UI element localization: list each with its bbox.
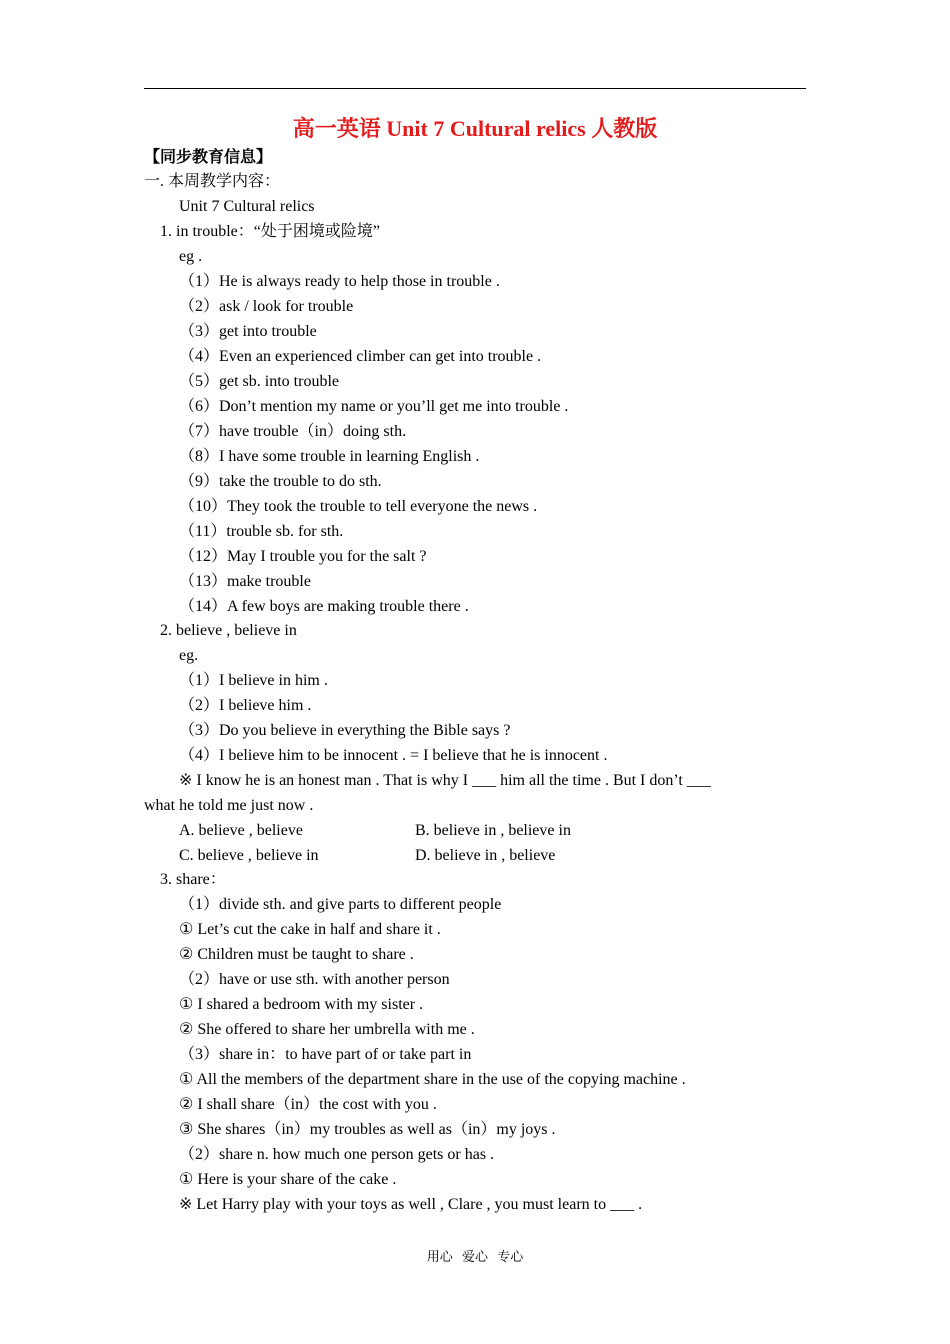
example-line: ② Children must be taught to share . [179,946,414,963]
option-a: A. believe , believe [179,822,303,839]
example-line: ① All the members of the department share in the use of the copying machine . [179,1071,686,1088]
exercise-question: ※ I know he is an honest man . That is why I ___ him all the time . But I don’t ___ [179,772,711,789]
exercise-question: ※ Let Harry play with your toys as well , Clare , you must learn to ___ . [179,1196,643,1213]
section-header: 【同步教育信息】 [144,147,273,166]
example-line: ① I shared a bedroom with my sister . [179,996,424,1013]
item-heading: 1. in trouble：“处于困境或险境” [160,223,380,240]
example-line: ② I shall share（in）the cost with you . [179,1096,437,1113]
example-line: （3）get into trouble [179,323,317,340]
example-line: （1）I believe in him . [179,672,328,689]
example-line: （2）I believe him . [179,697,312,714]
example-line: （1）He is always ready to help those in trouble . [179,273,500,290]
example-line: （9）take the trouble to do sth. [179,473,382,490]
example-line: （2）ask / look for trouble [179,298,354,315]
example-line: （4）I believe him to be innocent . = I believe that he is innocent . [179,747,608,764]
example-line: （5）get sb. into trouble [179,373,339,390]
example-line: （3）Do you believe in everything the Bible says ? [179,722,511,739]
example-line: （7）have trouble（in）doing sth. [179,423,407,440]
unit-line: Unit 7 Cultural relics [179,198,315,215]
item-heading: 2. believe , believe in [160,622,297,639]
exercise-question-cont: what he told me just now . [144,797,314,814]
text-line: eg. [179,647,199,664]
definition-line: （2）share n. how much one person gets or has . [179,1146,495,1163]
document-title: 高一英语 Unit 7 Cultural relics 人教版 [292,116,658,141]
example-line: ③ She shares（in）my troubles as well as（in）my joys . [179,1121,556,1138]
option-b: B. believe in , believe in [415,822,571,839]
header-rule [144,88,806,89]
text-line: eg . [179,248,203,265]
example-line: （14）A few boys are making trouble there . [179,598,469,615]
example-line: （11）trouble sb. for sth. [179,523,344,540]
example-line: ① Let’s cut the cake in half and share it . [179,921,441,938]
definition-line: （2）have or use sth. with another person [179,971,450,988]
example-line: （8）I have some trouble in learning English . [179,448,480,465]
example-line: （12）May I trouble you for the salt ? [179,548,427,565]
definition-line: （3）share in：to have part of or take part in [179,1046,472,1063]
example-line: （4）Even an experienced climber can get into trouble . [179,348,542,365]
example-line: ② She offered to share her umbrella with me . [179,1021,475,1038]
item-heading: 3. share： [160,871,226,888]
option-d: D. believe in , believe [415,847,556,864]
example-line: （13）make trouble [179,573,311,590]
example-line: （6）Don’t mention my name or you’ll get me into trouble . [179,398,569,415]
example-line: （10）They took the trouble to tell everyone the news . [179,498,538,515]
page-footer: 用心 爱心 专心 [426,1249,524,1264]
content-heading: 一. 本周教学内容： [144,173,281,190]
option-c: C. believe , believe in [179,847,319,864]
example-line: ① Here is your share of the cake . [179,1171,397,1188]
definition-line: （1）divide sth. and give parts to different people [179,896,502,913]
